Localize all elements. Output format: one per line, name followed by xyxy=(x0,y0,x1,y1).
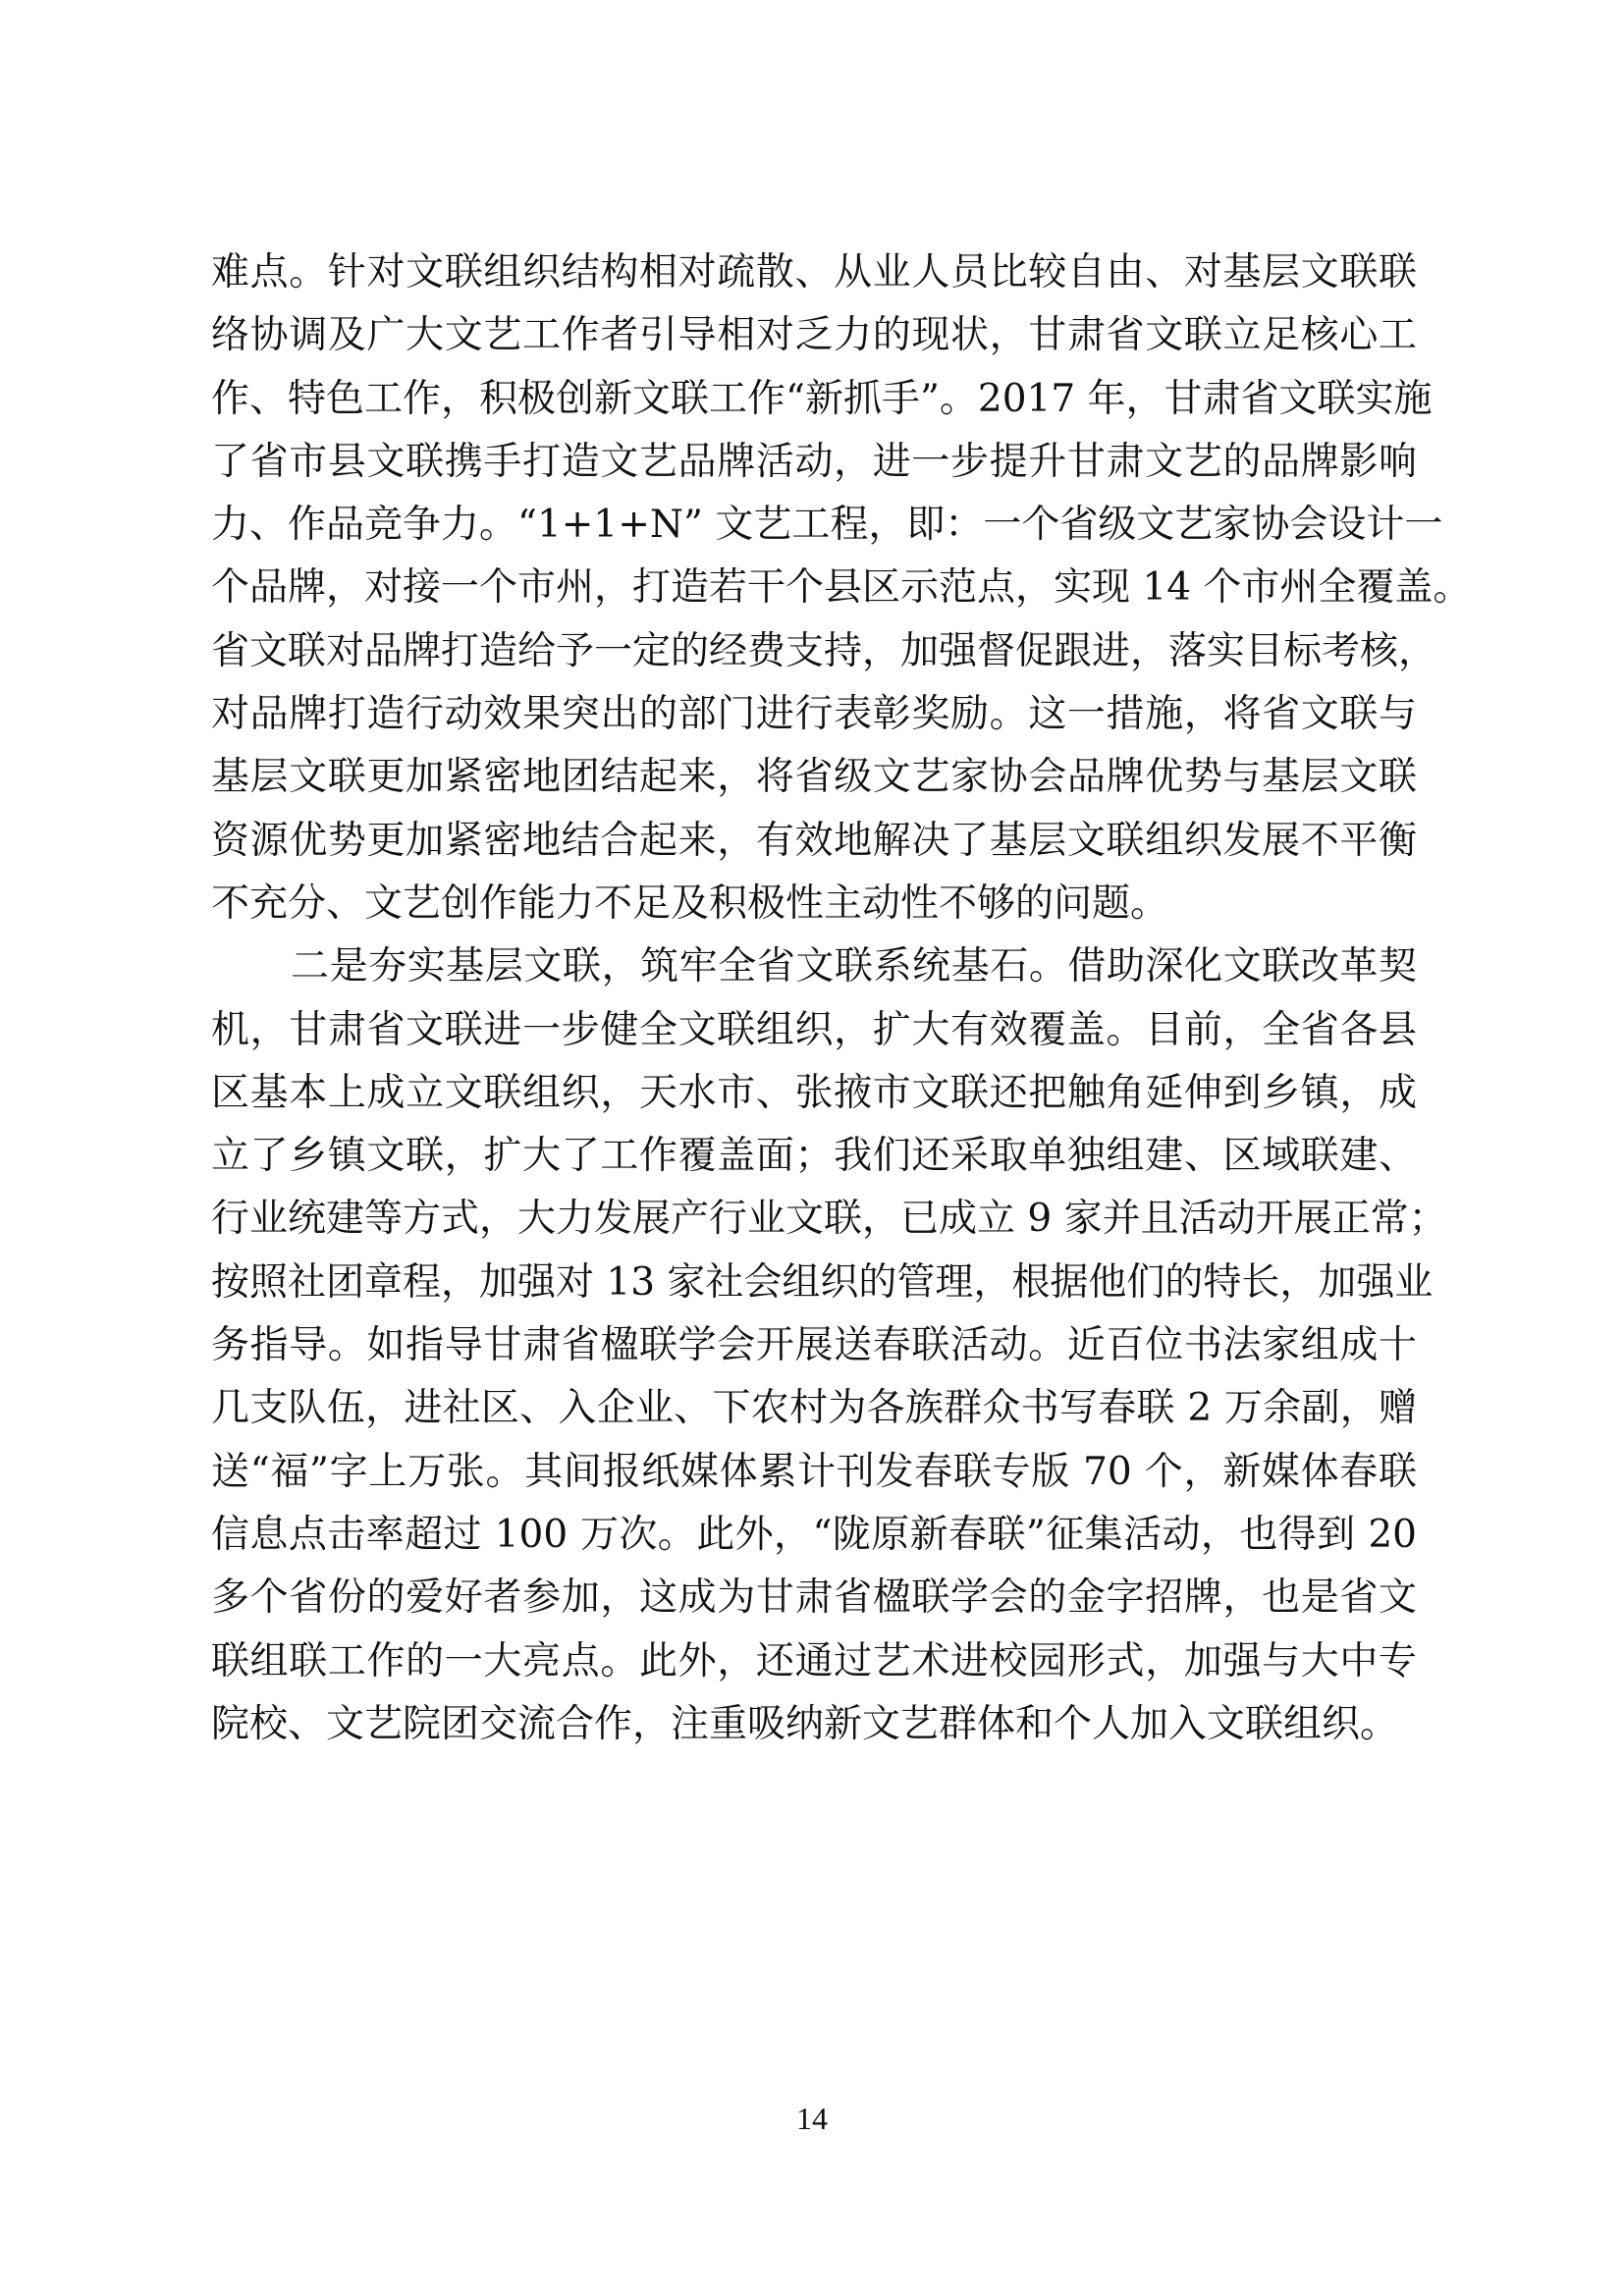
text-line: 二是夯实基层文联，筑牢全省文联系统基石。借助深化文联改革契 xyxy=(291,944,1417,989)
text-line: 难点。针对文联组织结构相对疏散、从业人员比较自由、对基层文联联 xyxy=(211,250,1417,294)
text-line: 省文联对品牌打造给予一定的经费支持，加强督促跟进，落实目标考核， xyxy=(211,628,1437,673)
text-line: 按照社团章程，加强对 13 家社会组织的管理，根据他们的特长，加强业 xyxy=(211,1259,1434,1305)
text-line: 区基本上成立文联组织，天水市、张掖市文联还把触角延伸到乡镇，成 xyxy=(211,1070,1417,1115)
text-line: 了省市县文联携手打造文艺品牌活动，进一步提升甘肃文艺的品牌影响 xyxy=(211,439,1417,484)
text-line: 资源优势更加紧密地结合起来，有效地解决了基层文联组织发展不平衡 xyxy=(211,818,1417,863)
text-line: 基层文联更加紧密地团结起来，将省级文艺家协会品牌优势与基层文联 xyxy=(211,755,1417,800)
text-line: 联组联工作的一大亮点。此外，还通过艺术进校园形式，加强与大中专 xyxy=(211,1638,1417,1683)
text-line: 对品牌打造行动效果突出的部门进行表彰奖励。这一措施，将省文联与 xyxy=(211,692,1417,737)
text-line: 作、特色工作，积极创新文联工作“新抓手”。2017 年，甘肃省文联实施 xyxy=(211,376,1433,421)
body-text xyxy=(211,241,1472,1756)
text-line: 院校、文艺院团交流合作，注重吸纳新文艺群体和个人加入文联组织。 xyxy=(211,1701,1399,1746)
text-line: 个品牌，对接一个市州，打造若干个县区示范点，实现 14 个市州全覆盖。 xyxy=(211,565,1472,611)
text-line: 几支队伍，进社区、入企业、下农村为各族群众书写春联 2 万余副，赠 xyxy=(211,1386,1417,1431)
text-line: 行业统建等方式，大力发展产行业文联，已成立 9 家并且活动开展正常； xyxy=(211,1197,1447,1242)
text-line: 送“福”字上万张。其间报纸媒体累计刊发春联专版 70 个，新媒体春联 xyxy=(211,1449,1417,1494)
text-line: 多个省份的爱好者参加，这成为甘肃省楹联学会的金字招牌，也是省文 xyxy=(211,1575,1417,1621)
text-line: 不充分、文艺创作能力不足及积极性主动性不够的问题。 xyxy=(211,881,1169,926)
text-line: 机，甘肃省文联进一步健全文联组织，扩大有效覆盖。目前，全省各县 xyxy=(211,1007,1417,1052)
text-line: 务指导。如指导甘肃省楹联学会开展送春联活动。近百位书法家组成十 xyxy=(211,1323,1417,1368)
text-line: 立了乡镇文联，扩大了工作覆盖面；我们还采取单独组建、区域联建、 xyxy=(211,1134,1417,1179)
text-line: 络协调及广大文艺工作者引导相对乏力的现状，甘肃省文联立足核心工 xyxy=(211,313,1417,358)
text-line: 信息点击率超过 100 万次。此外，“陇原新春联”征集活动，也得到 20 xyxy=(211,1512,1417,1557)
page-number: 14 xyxy=(796,2101,828,2136)
text-line: 力、作品竞争力。“1+1+N” 文艺工程，即：一个省级文艺家协会设计一 xyxy=(211,503,1443,548)
